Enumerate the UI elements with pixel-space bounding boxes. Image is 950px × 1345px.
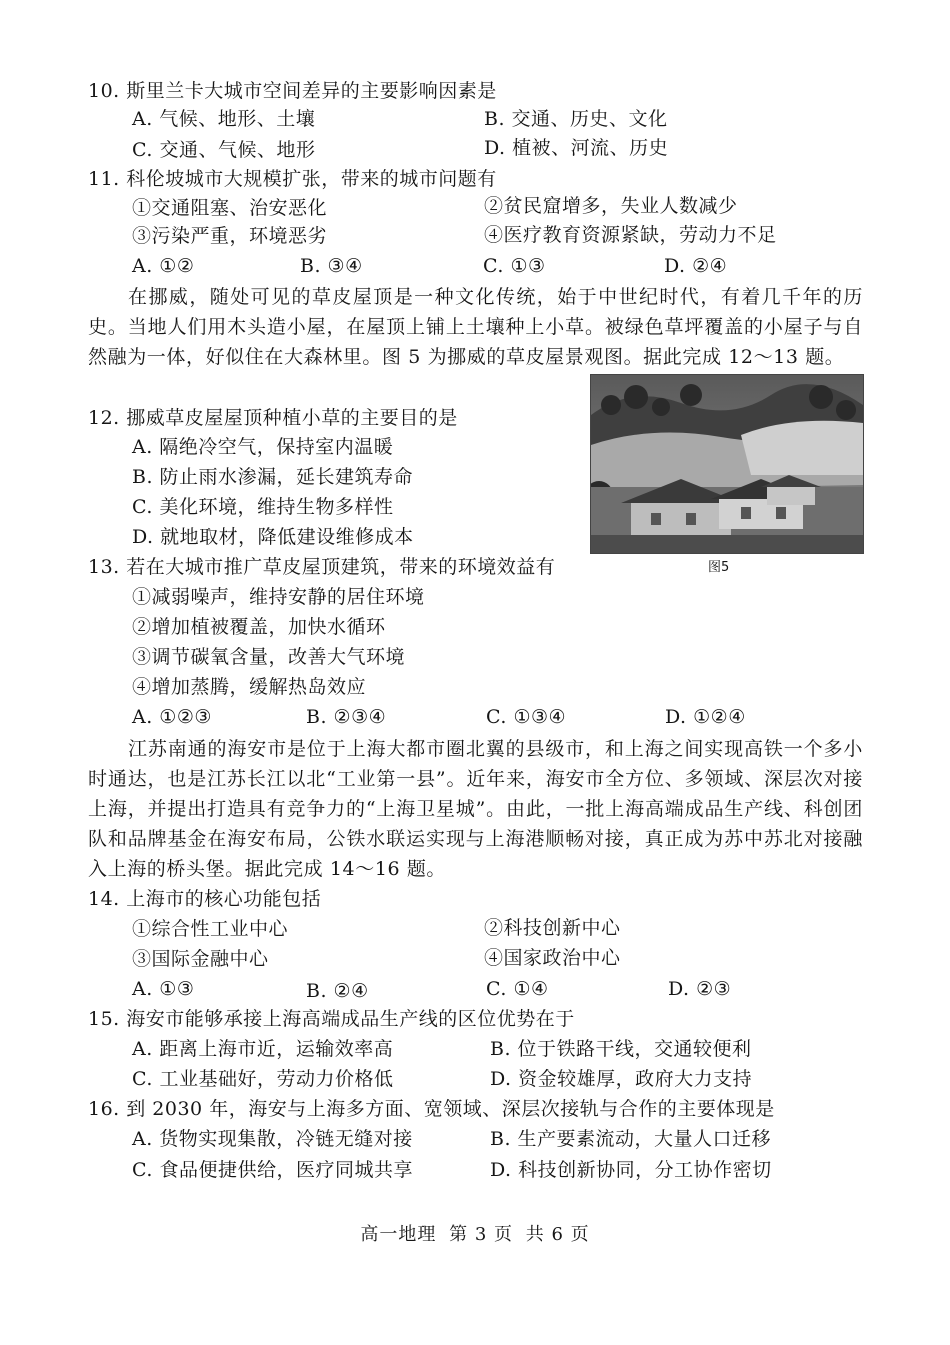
q13-option-c: C. ①③④ — [486, 706, 567, 728]
q16-stem: 16. 到 2030 年，海安与上海多方面、宽领域、深层次接轨与合作的主要体现是 — [88, 1098, 775, 1120]
q14-statement-1: ①综合性工业中心 — [132, 918, 289, 940]
q13-statement-1: ①减弱噪声，维持安静的居住环境 — [132, 586, 425, 608]
passage-haian — [88, 734, 863, 884]
q11-option-a: A. ①② — [132, 255, 195, 277]
q16-option-b: B. 生产要素流动，大量人口迁移 — [490, 1128, 772, 1150]
passage-norway — [88, 282, 863, 372]
q10-option-d: D. 植被、河流、历史 — [484, 137, 669, 159]
q11-statement-4: ④医疗教育资源紧缺，劳动力不足 — [484, 224, 777, 246]
q13-option-b: B. ②③④ — [306, 706, 387, 728]
q12-option-a: A. 隔绝冷空气，保持室内温暖 — [132, 436, 394, 458]
q14-statement-4: ④国家政治中心 — [484, 947, 621, 969]
q13-option-a: A. ①②③ — [132, 706, 212, 728]
footer-subject: 高一地理 — [360, 1224, 437, 1245]
q15-option-b: B. 位于铁路干线，交通较便利 — [490, 1038, 752, 1060]
q10-option-a: A. 气候、地形、土壤 — [132, 108, 316, 130]
q12-stem: 12. 挪威草皮屋屋顶种植小草的主要目的是 — [88, 407, 458, 429]
footer-page-number: 第 3 页 — [449, 1224, 513, 1245]
q11-option-d: D. ②④ — [664, 255, 728, 277]
figure-5-caption: 图5 — [708, 560, 730, 575]
q12-option-c: C. 美化环境，维持生物多样性 — [132, 496, 394, 518]
q10-option-c: C. 交通、气候、地形 — [132, 139, 316, 161]
q16-option-a: A. 货物实现集散，冷链无缝对接 — [132, 1128, 413, 1150]
q14-stem: 14. 上海市的核心功能包括 — [88, 888, 322, 910]
q12-option-b: B. 防止雨水渗漏，延长建筑寿命 — [132, 466, 414, 488]
q16-option-c: C. 食品便捷供给，医疗同城共享 — [132, 1159, 413, 1181]
q14-statement-2: ②科技创新中心 — [484, 917, 621, 939]
q13-option-d: D. ①②④ — [665, 706, 746, 728]
passage-norway-text: 在挪威，随处可见的草皮屋顶是一种文化传统，始于中世纪时代，有着几千年的历史。当地人们用木头造小屋，在屋顶上铺上土壤种上小草。被绿色草坪覆盖的小屋子与自然融为一体，好似住在大森林里。图 5 为挪威的草皮屋景观图。据此完成 12～13 题。 — [88, 286, 863, 368]
q14-option-c: C. ①④ — [486, 978, 549, 1000]
q15-option-d: D. 资金较雄厚，政府大力支持 — [490, 1068, 753, 1090]
q13-statement-3: ③调节碳氧含量，改善大气环境 — [132, 646, 406, 668]
q10-stem: 10. 斯里兰卡大城市空间差异的主要影响因素是 — [88, 80, 497, 102]
q10-option-b: B. 交通、历史、文化 — [484, 108, 668, 130]
q13-stem: 13. 若在大城市推广草皮屋顶建筑，带来的环境效益有 — [88, 556, 556, 578]
q11-statement-1: ①交通阻塞、治安恶化 — [132, 197, 328, 219]
q11-option-b: B. ③④ — [300, 255, 363, 277]
q12-option-d: D. 就地取材，降低建设维修成本 — [132, 526, 414, 548]
q13-statement-4: ④增加蒸腾，缓解热岛效应 — [132, 676, 367, 698]
q15-option-a: A. 距离上海市近，运输效率高 — [132, 1038, 394, 1060]
q15-option-c: C. 工业基础好，劳动力价格低 — [132, 1068, 394, 1090]
q15-stem: 15. 海安市能够承接上海高端成品生产线的区位优势在于 — [88, 1008, 575, 1030]
passage-haian-text: 江苏南通的海安市是位于上海大都市圈北翼的县级市，和上海之间实现高铁一个多小时通达，也是江苏长江以北“工业第一县”。近年来，海安市全方位、多领域、深层次对接上海，并提出打造具有竞争力的“上海卫星城”。由此，一批上海高端成品生产线、科创团队和品牌基金在海安布局，公铁水联运实现与上海港顺畅对接，真正成为苏中苏北对接融入上海的桥头堡。据此完成 14～16 题。 — [88, 738, 863, 880]
q14-statement-3: ③国际金融中心 — [132, 948, 269, 970]
figure-5-sod-roof-photo — [590, 374, 864, 554]
q13-statement-2: ②增加植被覆盖，加快水循环 — [132, 616, 386, 638]
q14-option-a: A. ①③ — [132, 978, 195, 1000]
q16-option-d: D. 科技创新协同，分工协作密切 — [490, 1159, 772, 1181]
page-footer — [0, 1220, 950, 1246]
q14-option-b: B. ②④ — [306, 980, 369, 1002]
q11-stem: 11. 科伦坡城市大规模扩张，带来的城市问题有 — [88, 168, 497, 190]
footer-total-pages: 共 6 页 — [525, 1224, 590, 1245]
q11-statement-2: ②贫民窟增多，失业人数减少 — [484, 195, 738, 217]
q14-option-d: D. ②③ — [668, 978, 732, 1000]
q11-statement-3: ③污染严重，环境恶劣 — [132, 225, 328, 247]
q11-option-c: C. ①③ — [483, 255, 546, 277]
